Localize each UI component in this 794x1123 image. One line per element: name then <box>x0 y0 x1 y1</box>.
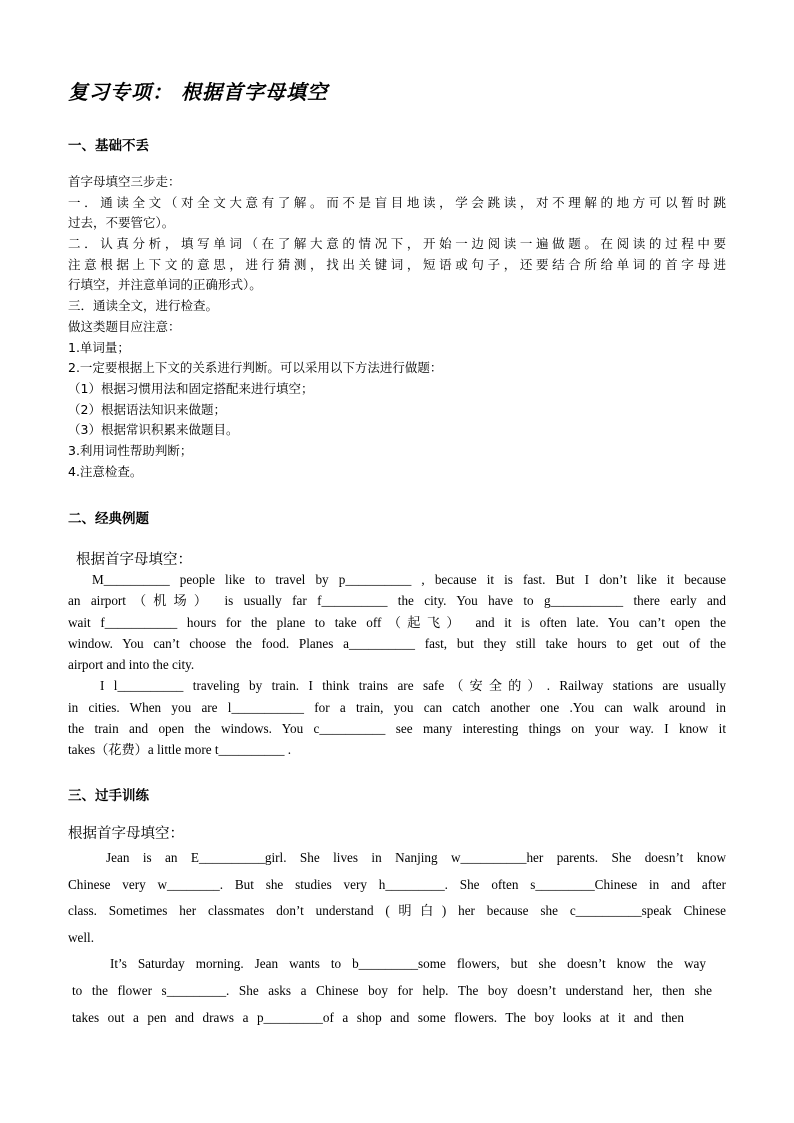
passage-line: an airport（机场） is usually far f__________ the city. You have to g___________ there early and <box>68 593 726 609</box>
passage-line: the train and open the windows. You c__________ see many interesting things on your way. I know it <box>68 721 726 737</box>
body-line: （1）根据习惯用法和固定搭配来进行填空； <box>68 380 314 396</box>
body-line: （3）根据常识积累来做题目。 <box>68 422 239 438</box>
passage-line: Jean is an E__________girl. She lives in Nanjing w__________her parents. She doesn’t know <box>106 850 726 865</box>
passage-line: I l__________ traveling by train. I think trains are safe（安全的）. Railway stations are usually <box>100 678 726 694</box>
passage-line: airport and into the city. <box>68 657 195 673</box>
exercise-instruction: 根据首字母填空： <box>68 826 184 842</box>
page-title: 复习专项： 根据首字母填空 <box>68 80 328 104</box>
body-line: 4.注意检查。 <box>68 463 143 479</box>
passage-line: window. You can’t choose the food. Planes a__________ fast, but they still take hours to get out of the <box>68 635 726 651</box>
passage-line: takes（花费）a little more t__________ . <box>68 742 292 758</box>
body-line: 行填空，并注意单词的正确形式）。 <box>68 277 262 293</box>
exercise-instruction: 根据首字母填空： <box>76 552 192 568</box>
passage-line: to the flower s_________. She asks a Chinese boy for help. The boy doesn’t understand her, then she <box>72 982 712 998</box>
body-line: 一．通读全文（对全文大意有了解。而不是盲目地读，学会跳读，对不理解的地方可以暂时跳 <box>68 194 726 210</box>
body-line: 注意根据上下文的意思，进行猜测，找出关键词，短语或句子，还要结合所给单词的首字母进 <box>68 256 726 272</box>
section-2-heading: 二、经典例题 <box>68 511 149 527</box>
section-3-heading: 三、过手训练 <box>68 788 149 804</box>
body-line: （2）根据语法知识来做题； <box>68 401 226 417</box>
body-line: 过去，不要管它）。 <box>68 215 175 231</box>
body-line: 1.单词量； <box>68 339 130 355</box>
section-1-body <box>68 172 726 482</box>
body-line: 做这类题目应注意： <box>68 318 181 334</box>
passage-line: Chinese very w________. But she studies very h_________. She often s_________Chinese in and after <box>68 876 726 892</box>
passage-line: M__________ people like to travel by p__________ , because it is fast. But I don’t like it because <box>92 572 726 587</box>
passage-line: class. Sometimes her classmates don’t understand (明白) her because she c__________speak Chinese <box>68 903 726 919</box>
body-line: 3.利用词性帮助判断； <box>68 442 193 458</box>
example-passage <box>68 569 726 761</box>
body-line: 三．通读全文，进行检查。 <box>68 298 219 314</box>
body-line: 二．认真分析，填写单词（在了解大意的情况下，开始一边阅读一遍做题。在阅读的过程中要 <box>68 236 726 252</box>
passage-line: in cities. When you are l___________ for a train, you can catch another one .You can walk around in <box>68 699 726 715</box>
training-passage <box>68 845 726 1031</box>
passage-line: takes out a pen and draws a p_________of a shop and some flowers. The boy looks at it and then <box>72 1009 684 1025</box>
passage-line: It’s Saturday morning. Jean wants to b_________some flowers, but she doesn’t know the way <box>110 956 706 972</box>
section-1-heading: 一、基础不丢 <box>68 138 149 154</box>
passage-line: well. <box>68 929 95 945</box>
body-line: 首字母填空三步走： <box>68 174 181 189</box>
body-line: 2.一定要根据上下文的关系进行判断。可以采用以下方法进行做题： <box>68 360 443 376</box>
passage-line: wait f___________ hours for the plane to take off（起飞） and it is often late. You can’t open the <box>68 614 726 630</box>
